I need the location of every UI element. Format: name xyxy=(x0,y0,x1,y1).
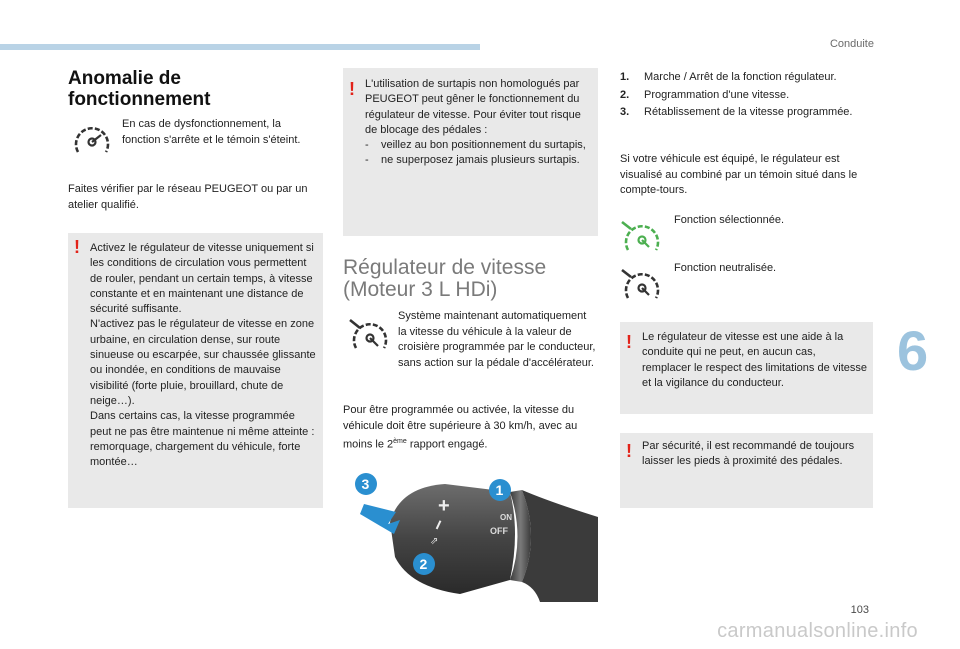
steps-list xyxy=(620,70,860,123)
lever-plus: + xyxy=(438,495,450,517)
svg-text:1: 1 xyxy=(495,482,504,498)
cruise-icon-text: Système maintenant automatiquement la vitesse du véhicule à la valeur de croisière programmée par le conducteur, sans action sur la pédale d'accélérateur. xyxy=(398,310,596,369)
svg-text:2: 2 xyxy=(419,556,428,572)
warning-text: L'utilisation de surtapis non homologués par PEUGEOT peut gêner le fonctionnement du régulateur de vitesse. Pour éviter tout risque de blocage des pédales : - veillez au bon positionnement du surtapis, - ne superposez jamais plusieurs surtapis. xyxy=(365,77,592,169)
section-title: Conduite xyxy=(829,38,874,50)
list-item: 1. Marche / Arrêt de la fonction régulateur. xyxy=(620,71,837,83)
warning-mark-icon: ! xyxy=(626,332,632,352)
speedometer-icon xyxy=(72,122,112,160)
warning-text: Le régulateur de vitesse est une aide à la conduite qui ne peut, en aucun cas, remplacer le respect des limitations de vitesse et la vigilance du conducteur. xyxy=(642,331,867,389)
lever-label-off: OFF xyxy=(490,526,508,536)
list-item: 2. Programmation d'une vitesse. xyxy=(620,88,790,101)
indicator-paragraph: Si votre véhicule est équipé, le régulateur est visualisé au combiné par un témoin situé dans le compte-tours. xyxy=(620,153,858,196)
list-item: 3. Rétablissement de la vitesse programmée. xyxy=(620,106,853,118)
cruise-lever-illustration xyxy=(350,462,598,602)
warning-box-mats xyxy=(343,68,598,236)
svg-text:3: 3 xyxy=(361,476,370,492)
warning-text: Par sécurité, il est recommandé de toujours laisser les pieds à proximité des pédales. xyxy=(642,440,855,468)
warning-text: Activez le régulateur de vitesse uniquement si les conditions de circulation vous permettent de rouler, pendant un certain temps, à vitesse constante et en maintenant une distance de sécurité suffisante. N'activez pas le régulateur de vitesse en zone urbaine, en circulation dense, sur route sinueuse ou escarpée, sur chaussée glissante ou inondée, en conditions de mauvaise visibilité (forte pluie, brouillard, chute de neige…). Dans certains cas, la vitesse programmée peut ne pas être maintenue ni même atteinte : remorquage, chargement du véhicule, forte montée… xyxy=(90,242,316,469)
header-accent-bar xyxy=(0,44,480,50)
warning-mark-icon: ! xyxy=(349,79,355,99)
warning-mark-icon: ! xyxy=(626,441,632,461)
neutral-text: Fonction neutralisée. xyxy=(674,262,777,274)
warning-box-left xyxy=(68,233,323,508)
selected-text: Fonction sélectionnée. xyxy=(674,214,785,226)
lever-minus: − xyxy=(427,515,450,534)
speedometer-green-icon xyxy=(620,218,664,256)
watermark: carmanualsonline.info xyxy=(717,620,918,642)
lever-label-on: ON xyxy=(500,513,512,522)
anomaly-icon-text: En cas de dysfonctionnement, la fonction s'arrête et le témoin s'éteint. xyxy=(122,118,301,146)
page-number: 103 xyxy=(850,604,869,616)
anomaly-paragraph: Faites vérifier par le réseau PEUGEOT ou par un atelier qualifié. xyxy=(68,183,308,211)
cruise-heading: Régulateur de vitesse (Moteur 3 L HDi) xyxy=(343,256,547,301)
warning-box-pedals xyxy=(620,433,873,508)
cruise-paragraph: Pour être programmée ou activée, la vitesse du véhicule doit être supérieure à 30 km/h, avec au moins le 2ème rapport engagé. xyxy=(343,404,578,451)
anomaly-heading: Anomalie de fonctionnement xyxy=(68,68,211,110)
resume-icon: ⇗ xyxy=(430,536,439,547)
cruise-control-icon xyxy=(348,316,390,356)
speedometer-grey-icon xyxy=(620,266,664,304)
chapter-number: 6 xyxy=(897,319,929,382)
warning-box-aid xyxy=(620,322,873,414)
warning-mark-icon: ! xyxy=(74,237,80,257)
